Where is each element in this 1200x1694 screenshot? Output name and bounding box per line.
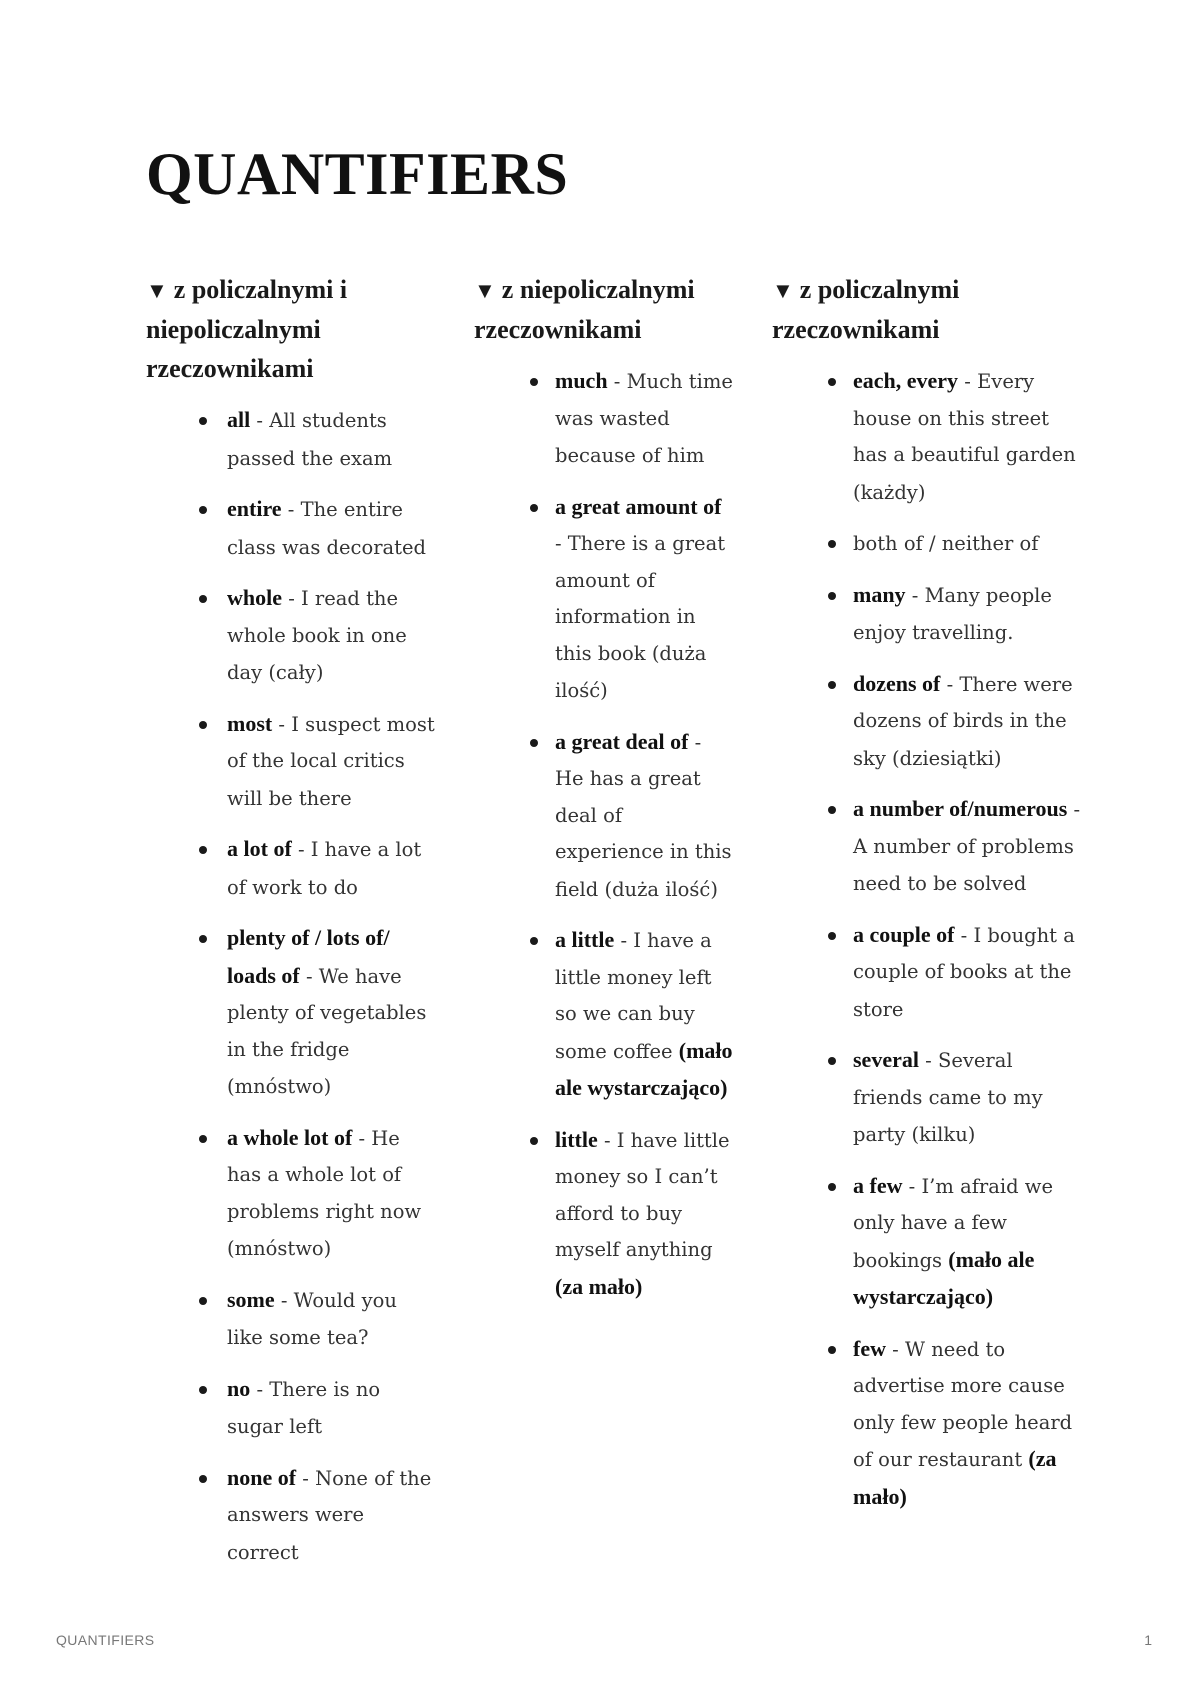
example-sentence: Much time was wasted because of him (555, 370, 733, 467)
quantifier-term: many (853, 581, 906, 607)
quantifier-term: no (227, 1375, 251, 1401)
list-item-text (227, 1460, 436, 1572)
footer-title: QUANTIFIERS (56, 1632, 155, 1648)
separator: - (607, 370, 627, 393)
example-sentence: He has a great deal of experience in this field (duża ilość) (555, 767, 732, 901)
list-item-text (555, 363, 734, 475)
separator: - (940, 672, 960, 696)
list-item (772, 1331, 1082, 1517)
list-item (772, 363, 1082, 511)
separator: - (885, 1337, 905, 1361)
separator: - (555, 532, 568, 555)
quantifier-term: each, every (853, 368, 959, 393)
list-item (474, 922, 734, 1108)
list-item (146, 831, 436, 906)
quantifier-term: few (853, 1335, 886, 1361)
list-item-text (227, 706, 436, 818)
example-sentence: There is a great amount of information in this book (duża ilość) (555, 532, 726, 702)
list-item-text (853, 1042, 1082, 1154)
column-uncountable (474, 270, 734, 1320)
quantifier-term: a whole lot of (227, 1124, 353, 1150)
example-sentence: He has a whole lot of problems right now (mnóstwo) (227, 1126, 422, 1260)
list-item-text (227, 1282, 436, 1357)
list-item (146, 491, 436, 566)
separator: - (918, 1049, 938, 1072)
column-heading[interactable] (772, 270, 1082, 349)
quantifier-term: a little (555, 927, 615, 952)
quantifier-term: none of (227, 1464, 297, 1490)
separator: - (250, 409, 270, 432)
column-heading-text: z policzalnymi rzeczownikami (772, 275, 960, 344)
quantifier-term: much (555, 368, 608, 393)
quantifier-list (772, 363, 1082, 1516)
quantifier-term: dozens of (853, 670, 941, 696)
quantifier-term: several (853, 1047, 919, 1072)
list-item-text (853, 666, 1082, 778)
list-item (146, 706, 436, 818)
example-sentence: Every house on this street has a beautiful garden (każdy) (853, 370, 1076, 504)
list-item-text (227, 580, 436, 692)
list-item-text (853, 917, 1082, 1029)
list-item (474, 1122, 734, 1307)
translation-note: (za mało) (555, 1273, 643, 1299)
list-item (146, 1282, 436, 1357)
list-item-text (227, 402, 436, 477)
quantifier-term: whole (227, 585, 282, 610)
list-item (146, 920, 436, 1106)
list-item-text (853, 1331, 1082, 1517)
example-sentence: W need to advertise more cause only few people heard of our restaurant (853, 1337, 1073, 1471)
list-item-text (227, 1371, 436, 1446)
list-item (474, 724, 734, 909)
column-countable (772, 270, 1082, 1530)
example-sentence: I read the whole book in one day (cały) (227, 587, 407, 684)
list-item (772, 577, 1082, 652)
column-heading[interactable] (146, 270, 436, 388)
list-item (146, 402, 436, 477)
example-sentence: We have plenty of vegetables in the fridge (mnóstwo) (227, 964, 427, 1098)
list-item-text (853, 1168, 1082, 1317)
list-item (772, 1042, 1082, 1154)
page-number: 1 (1144, 1632, 1152, 1648)
quantifier-term: plenty of / lots of/ loads of (227, 925, 390, 988)
translation-note: (za mało) (853, 1446, 1057, 1509)
list-item (772, 1168, 1082, 1317)
quantifier-term: a great deal of (555, 728, 689, 754)
example-sentence: There is no sugar left (227, 1377, 381, 1438)
list-item-text (555, 1122, 734, 1307)
list-item-text (853, 363, 1082, 511)
quantifier-term: a few (853, 1172, 903, 1198)
separator: - (614, 929, 634, 952)
quantifier-list (146, 402, 436, 1571)
list-item (772, 917, 1082, 1029)
example-sentence: I suspect most of the local critics will be there (227, 712, 435, 810)
quantifier-list (474, 363, 734, 1306)
quantifier-term: a lot of (227, 836, 292, 861)
column-countable-uncountable (146, 270, 436, 1585)
separator: - (1067, 798, 1081, 821)
separator: - (352, 1126, 372, 1150)
translation-note: (mało ale wystarczająco) (853, 1246, 1035, 1309)
example-sentence: The entire class was decorated (227, 498, 427, 559)
example-sentence: There were dozens of birds in the sky (dziesiątki) (853, 672, 1073, 770)
toggle-triangle-icon[interactable]: ▼ (146, 278, 168, 303)
list-item (146, 1460, 436, 1572)
list-item-text (227, 920, 436, 1106)
separator: - (902, 1174, 922, 1198)
quantifier-term: entire (227, 496, 282, 521)
separator: - (274, 1288, 294, 1312)
separator: - (688, 730, 702, 754)
quantifier-term: a couple of (853, 921, 955, 947)
list-item (772, 666, 1082, 778)
example-sentence: All students passed the exam (227, 409, 393, 470)
translation-note: (mało ale wystarczająco) (555, 1037, 733, 1100)
column-heading-text: z policzalnymi i niepoliczalnymi rzeczownikami (146, 275, 348, 383)
list-item-text (853, 791, 1082, 903)
separator: - (272, 712, 292, 736)
separator: - (597, 1128, 617, 1152)
list-item-text (853, 525, 1082, 563)
example-sentence: I bought a couple of books at the store (853, 923, 1075, 1021)
example-sentence: I have a lot of work to do (227, 838, 422, 899)
column-heading-text: z niepoliczalnymi rzeczownikami (474, 275, 695, 344)
quantifier-term: some (227, 1286, 275, 1312)
list-item-text (555, 489, 734, 710)
example-sentence: I’m afraid we only have a few bookings (853, 1174, 1054, 1272)
quantifier-term: a number of/numerous (853, 796, 1068, 821)
example-sentence: I have little money so I can’t afford to buy myself anything (555, 1128, 730, 1261)
page-title: QUANTIFIERS (146, 141, 569, 207)
list-item-text (227, 831, 436, 906)
separator: - (905, 583, 925, 607)
example-sentence: Many people enjoy travelling. (853, 583, 1052, 644)
list-item-text (555, 724, 734, 909)
quantifier-term: all (227, 407, 251, 432)
list-item-text (227, 1120, 436, 1268)
list-item-text (853, 577, 1082, 652)
quantifier-term: little (555, 1126, 598, 1152)
example-sentence: A number of problems need to be solved (853, 834, 1074, 895)
separator: - (954, 923, 974, 947)
quantifier-term: a great amount of (555, 493, 722, 519)
list-item-text (227, 491, 436, 566)
separator: - (958, 370, 978, 393)
list-item-text (555, 922, 734, 1108)
list-item (772, 791, 1082, 903)
separator: - (282, 587, 301, 610)
example-sentence: I have a little money left so we can buy some coffee (555, 929, 712, 1063)
toggle-triangle-icon[interactable]: ▼ (772, 278, 794, 303)
example-sentence: Several friends came to my party (kilku) (853, 1049, 1043, 1146)
example-sentence: Would you like some tea? (227, 1288, 397, 1349)
separator: - (281, 498, 301, 521)
list-item (474, 363, 734, 475)
list-item (146, 1371, 436, 1446)
list-item (772, 525, 1082, 563)
list-item (146, 580, 436, 692)
list-item (474, 489, 734, 710)
column-heading[interactable] (474, 270, 734, 349)
toggle-triangle-icon[interactable]: ▼ (474, 278, 496, 303)
separator: - (250, 1377, 270, 1401)
example-sentence: None of the answers were correct (227, 1466, 432, 1564)
separator: - (299, 964, 319, 988)
example-sentence: both of / neither of (853, 532, 1039, 555)
quantifier-term: most (227, 710, 273, 736)
separator: - (296, 1466, 316, 1490)
list-item (146, 1120, 436, 1268)
separator: - (291, 838, 311, 861)
